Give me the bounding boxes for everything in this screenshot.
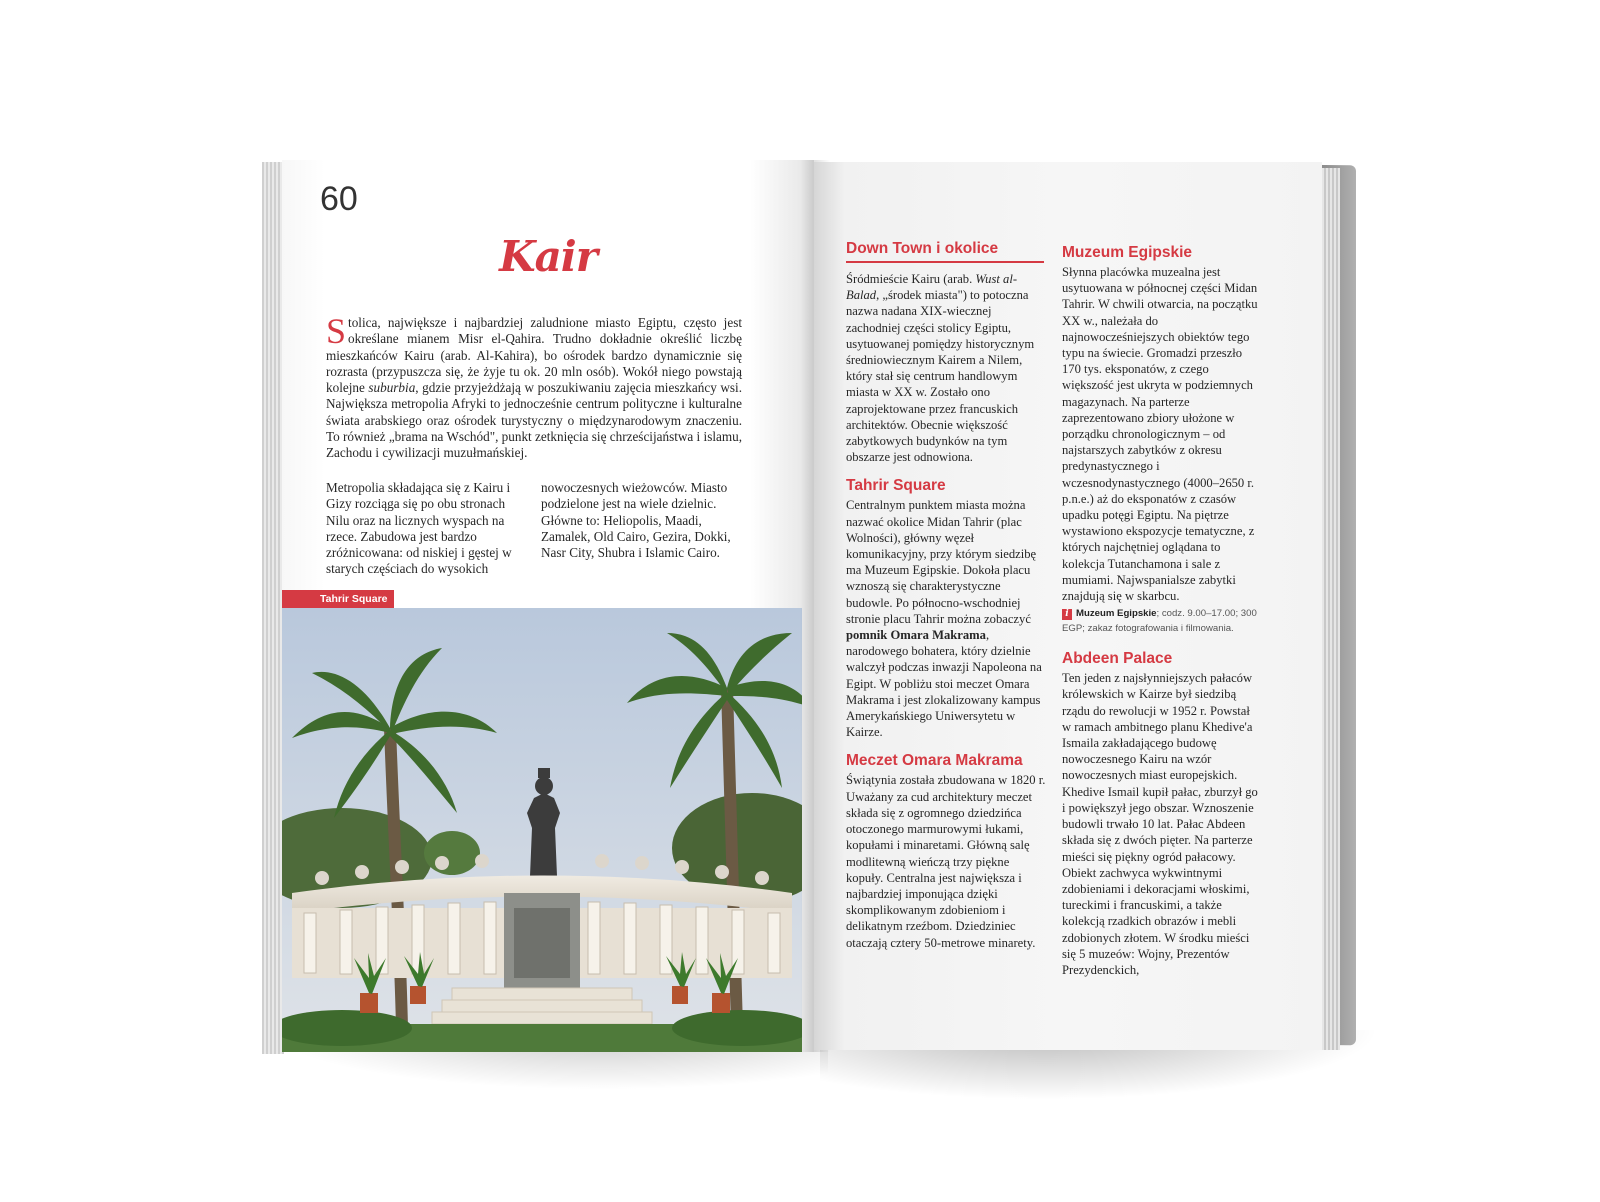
drop-cap: S [326, 311, 347, 351]
intro-paragraph [326, 311, 742, 462]
right-column-2 [1062, 244, 1262, 990]
info-icon: i [1062, 609, 1072, 620]
tahrir-text-bold: pomnik Omara Makrama [846, 628, 986, 643]
intro-text-1: tolica, największe i najbardziej zaludnione miasto Egiptu, często jest określane mianem Misr el-Qahira. Trudno dokładnie określić liczbę mieszkańców Kairu (arab. Al-Kahira), bo ośrodek bardzo dynamicznie się rozrasta (przypuszcza się, że żyje tu ok. 20 mln osób). Wokół niego powstają kolejne [326, 315, 742, 396]
intro-text-2: , gdzie przyjeżdżają w poszukiwaniu zajęcia mieszkańcy wsi. Największa metropolia Afryki to jednocześnie centrum polityczne i kulturalne świata arabskiego oraz ośrodek turystyczny o międzynarodowym znaczeniu. To również „brama na Wschód", punkt zetknięcia się chrześcijaństwa i islamu, Zachodu i cywilizacji muzułmańskiej. [326, 380, 742, 461]
abdeen-paragraph: Ten jeden z najsłynniejszych pałaców królewskich w Kairze był siedzibą rządu do rewolucji w 1952 r. Powstał w ramach ambitnego planu Khedive'a Ismaila zakładającego budowę nowoczesnego Kairu na wzór nowoczesnych miast europejskich. Khedive Ismail kupił pałac, zburzył go i powiększył jego obszar. Wznoszenie budowli trwało 10 lat. Pałac Abdeen składa się z dwóch pięter. Na parterze mieści się piękny ogród pałacowy. Obiekt zachwyca wykwintnymi zdobieniami i dekoracjami włoskimi, tureckimi i francuskimi, a także kolekcją rzadkich obrazów i mebli zdobionych złotem. W środku mieści się 5 muzeów: Wojny, Prezentów Prezydenckich, [1062, 671, 1258, 977]
tahrir-heading: Tahrir Square [846, 477, 946, 495]
tahrir-text-2: , narodowego bohatera, który dzielnie walczył podczas inwazji Napoleona na Egipt. W pobliżu stoi meczet Omara Makrama i jest zlokalizowany kampus Amerykańskiego Uniwersytetu w Kairze. [846, 628, 1042, 740]
downtown-text-2: , „środek miasta") to potoczna nazwa nadana XIX-wiecznej zachodniej części stolicy Egiptu, usytuowanej pomiędzy historycznym średniowiecznym Kairem a Nilem, który stał się centrum handlowym miasta w XX w. Zostało ono zaprojektowane przez francuskich architektów. Obecnie większość zabytkowych budynków na tym obszarze jest odnowiona. [846, 288, 1035, 465]
museum-paragraph: Słynna placówka muzealna jest usytuowana w północnej części Midan Tahrir. W chwili otwarcia, na początku XX w., należała do najnowocześniejszych obiektów tego typu na świecie. Gromadzi przeszło 170 tys. eksponatów, z czego większość jest ukryta w podziemnych magazynach. Na parterze zaprezentowano zbiory ułożone w porządku chronologicznym – od najstarszych zabytków z okresu predynastycznego i wczesnodynastycznego (4000–2650 r. p.n.e.) aż do eksponatów z czasów upadku potęgi Egiptu. Na piętrze wystawiono ekspozycje tematyczne, z których najchętniej oglądana to kolekcja Tutanchamona i sale z mumiami. Najwspanialsze zabytki znajdują się w skarbcu. [1062, 265, 1258, 604]
intro-text-em: suburbia [368, 380, 416, 396]
page-number: 60 [320, 180, 358, 218]
tahrir-square-photo [282, 608, 802, 1052]
downtown-heading: Down Town i okolice [846, 240, 1044, 263]
page-title: Kair [499, 232, 597, 281]
downtown-paragraph [846, 271, 1046, 465]
tahrir-paragraph [846, 497, 1046, 740]
downtown-text-1: Śródmieście Kairu (arab. [846, 272, 976, 286]
photo-caption: Tahrir Square [282, 590, 394, 608]
mosque-paragraph: Świątynia została zbudowana w 1820 r. Uważany za cud architektury meczet składa się z ogromnego dziedzińca otoczonego marmurowymi łukami, kopułami i minaretami. Główną salę modlitewną wieńczą trzy piękne kopuły. Centralna jest największa i najbardziej imponująca dzięki skomplikowanym zdobieniom i delikatnym rzeźbom. Dziedziniec otaczają cztery 50-metrowe minarety. [846, 773, 1046, 950]
body-two-column-text: Metropolia składająca się z Kairu i Gizy rozciąga się po obu stronach Nilu oraz na licznych wyspach na rzece. Zabudowa jest bardzo zróżnicowana: od niskiej i gęstej w starych częściach do wysokich nowoczesnych wieżowców. Miasto podzielone jest na wiele dzielnic. Główne to: Heliopolis, Maadi, Zamalek, Old Cairo, Gezira, Dokki, Nasr City, Shubra i Islamic Cairo. [326, 480, 731, 577]
downtown-text-em: Wust al-Balad [846, 272, 1018, 303]
page-stack-left [262, 162, 284, 1054]
left-page [282, 160, 814, 1052]
museum-heading: Muzeum Egipskie [1062, 244, 1193, 261]
info-name: Muzeum Egipskie [1076, 608, 1157, 620]
right-column-1 [846, 240, 1046, 963]
info-details: ; codz. 9.00–17.00; 300 EGP; zakaz fotografowania i filmowania. [1062, 608, 1257, 635]
colonnade-icon [292, 876, 792, 989]
right-page [814, 162, 1322, 1050]
mosque-heading: Meczet Omara Makrama [846, 752, 1023, 770]
tahrir-text-1: Centralnym punktem miasta można nazwać okolice Midan Tahrir (plac Wolności), główny węzeł komunikacyjny, przy którym siedzibę ma Muzeum Egipskie. Dokoła placu wznoszą się charakterystyczne budowle. Po północno-wschodniej stronie placu Tahrir można zobaczyć [846, 498, 1037, 626]
museum-info-box [1062, 606, 1262, 636]
abdeen-heading: Abdeen Palace [1062, 650, 1173, 668]
